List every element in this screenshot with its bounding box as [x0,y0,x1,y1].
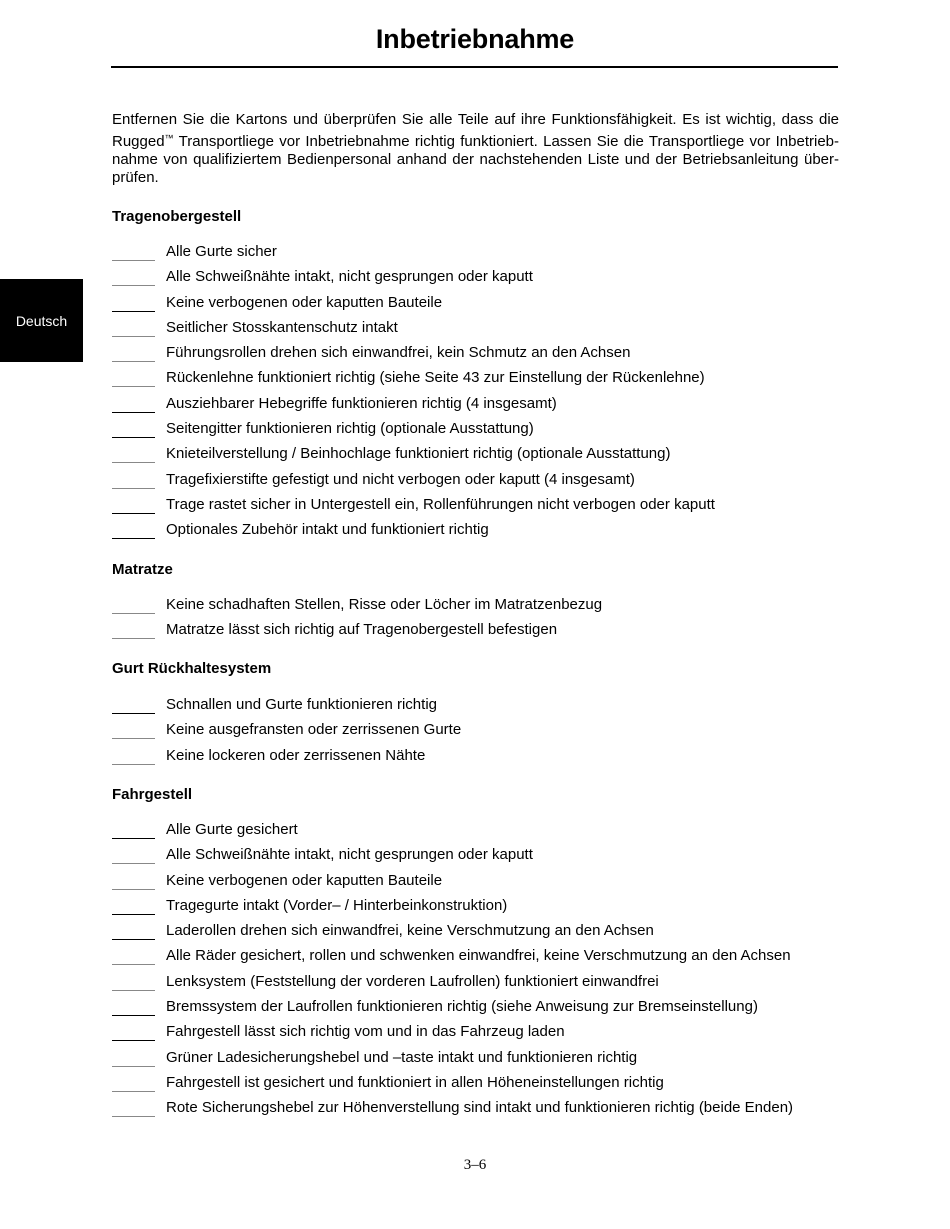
checkbox-blank[interactable] [112,738,155,739]
checkbox-blank[interactable] [112,638,155,639]
checklist-item-text: Keine lockeren oder zerrissenen Nähte [166,746,426,764]
checklist-item [112,1023,839,1048]
checklist-item-text: Alle Räder gesichert, rollen und schwenken einwandfrei, keine Verschmutzung an den Achsen [166,947,791,965]
section-heading-tragenobergestell: Tragenobergestell [112,208,242,225]
checkbox-blank[interactable] [112,939,155,940]
section-heading-gurt-rueckhaltesystem: Gurt Rückhaltesystem [112,660,272,677]
checklist-item [112,1074,839,1099]
checklist-item [112,696,839,721]
checklist-item [112,621,839,646]
checkbox-blank[interactable] [112,437,155,438]
checkbox-blank[interactable] [112,386,155,387]
checklist-item [112,747,839,772]
checklist-item-text: Tragegurte intakt (Vorder– / Hinterbeinkonstruktion) [166,896,508,914]
checklist-item [112,973,839,998]
checklist-item [112,1099,839,1124]
checkbox-blank[interactable] [112,764,155,765]
checklist-item-text: Rückenlehne funktioniert richtig (siehe Seite 43 zur Einstellung der Rückenlehne) [166,369,705,387]
checkbox-blank[interactable] [112,462,155,463]
checklist-item [112,721,839,746]
checklist-gurt-rueckhaltesystem [112,696,839,772]
checklist-item [112,1049,839,1074]
checkbox-blank[interactable] [112,863,155,864]
checklist-item [112,471,839,496]
checkbox-blank[interactable] [112,260,155,261]
checkbox-blank[interactable] [112,311,155,312]
checklist-item [112,821,839,846]
checklist-item-text: Alle Gurte gesichert [166,821,298,838]
checklist-item-text: Trage rastet sicher in Untergestell ein, Rollenführungen nicht verbogen oder kaputt [166,495,715,513]
checklist-item [112,521,839,546]
checkbox-blank[interactable] [112,1015,155,1016]
checklist-item-text: Optionales Zubehör intakt und funktioniert richtig [166,521,489,539]
checklist-item-text: Seitengitter funktionieren richtig (optionale Ausstattung) [166,420,534,438]
checklist-item-text: Knieteilverstellung / Beinhochlage funktioniert richtig (optionale Ausstattung) [166,445,671,463]
checklist-item-text: Lenksystem (Feststellung der vorderen Laufrollen) funktioniert einwandfrei [166,972,659,990]
checkbox-blank[interactable] [112,488,155,489]
checkbox-blank[interactable] [112,1091,155,1092]
checkbox-blank[interactable] [112,412,155,413]
checklist-item [112,344,839,369]
checkbox-blank[interactable] [112,336,155,337]
checklist-item [112,243,839,268]
intro-text-part1: Entfernen Sie die Kartons und überprüfen Sie alle Teile auf ihre Funktionsfähigkeit. Es ist wichtig, dass die Rugged [112,111,839,150]
checklist-item [112,268,839,293]
checkbox-blank[interactable] [112,1116,155,1117]
checklist-item-text: Bremssystem der Laufrollen funktionieren richtig (siehe Anweisung zur Bremseinstellung) [166,998,758,1016]
intro-paragraph [112,111,839,187]
checklist-item [112,872,839,897]
checkbox-blank[interactable] [112,1066,155,1067]
checklist-item-text: Ausziehbarer Hebegriffe funktionieren richtig (4 insgesamt) [166,394,557,412]
checkbox-blank[interactable] [112,538,155,539]
section-heading-matratze: Matratze [112,561,173,578]
checkbox-blank[interactable] [112,914,155,915]
checkbox-blank[interactable] [112,361,155,362]
checklist-item [112,445,839,470]
page-title: Inbetriebnahme [375,24,575,54]
checkbox-blank[interactable] [112,990,155,991]
checklist-item [112,319,839,344]
checklist-item-text: Seitlicher Stosskantenschutz intakt [166,318,398,336]
checklist-item-text: Keine verbogenen oder kaputten Bauteile [166,293,443,311]
intro-text-part2: Transportliege vor Inbetriebnahme richtig funktioniert. Lassen Sie die Transportliege vor Inbetrieb-nahme von qualifiziertem Bedienpersonal anhand der nachstehenden Liste und der Betriebsanleitung über-prüfen. [112,133,839,186]
checklist-item-text: Laderollen drehen sich einwandfrei, keine Verschmutzung an den Achsen [166,922,654,940]
checklist-item [112,395,839,420]
checklist-item [112,922,839,947]
checklist-item-text: Keine schadhaften Stellen, Risse oder Löcher im Matratzenbezug [166,596,603,613]
checklist-item [112,420,839,445]
checklist-item-text: Rote Sicherungshebel zur Höhenverstellung sind intakt und funktionieren richtig (beide Enden) [166,1099,794,1117]
checkbox-blank[interactable] [112,889,155,890]
checkbox-blank[interactable] [112,1040,155,1041]
checkbox-blank[interactable] [112,613,155,614]
checklist-item-text: Tragefixierstifte gefestigt und nicht verbogen oder kaputt (4 insgesamt) [166,470,635,488]
checklist-item-text: Keine ausgefransten oder zerrissenen Gurte [166,721,462,739]
checklist-fahrgestell [112,821,839,1125]
checkbox-blank[interactable] [112,713,155,714]
checkbox-blank[interactable] [112,964,155,965]
checklist-item-text: Führungsrollen drehen sich einwandfrei, kein Schmutz an den Achsen [166,344,631,362]
checklist-item [112,846,839,871]
checklist-item [112,496,839,521]
checklist-item-text: Keine verbogenen oder kaputten Bauteile [166,871,443,889]
checklist-item-text: Fahrgestell lässt sich richtig vom und in das Fahrzeug laden [166,1023,565,1041]
checklist-item [112,596,839,621]
checklist-matratze [112,596,839,647]
trademark-symbol: ™ [164,133,174,143]
checklist-item-text: Schnallen und Gurte funktionieren richtig [166,696,437,713]
checkbox-blank[interactable] [112,838,155,839]
checkbox-blank[interactable] [112,513,155,514]
checklist-item [112,947,839,972]
checklist-item-text: Fahrgestell ist gesichert und funktioniert in allen Höheneinstellungen richtig [166,1073,664,1091]
checklist-item [112,897,839,922]
checklist-item [112,369,839,394]
checklist-item-text: Alle Schweißnähte intakt, nicht gesprungen oder kaputt [166,268,533,286]
checklist-item-text: Grüner Ladesicherungshebel und –taste intakt und funktionieren richtig [166,1048,638,1066]
checklist-item-text: Matratze lässt sich richtig auf Tragenobergestell befestigen [166,621,558,639]
checklist-item [112,294,839,319]
checklist-item-text: Alle Gurte sicher [166,243,277,260]
checklist-tragenobergestell [112,243,839,547]
title-divider [111,66,838,68]
checklist-item-text: Alle Schweißnähte intakt, nicht gesprungen oder kaputt [166,846,533,864]
checkbox-blank[interactable] [112,285,155,286]
language-tab: Deutsch [0,279,83,362]
section-heading-fahrgestell: Fahrgestell [112,786,193,803]
checklist-item [112,998,839,1023]
page-number: 3–6 [463,1157,487,1173]
